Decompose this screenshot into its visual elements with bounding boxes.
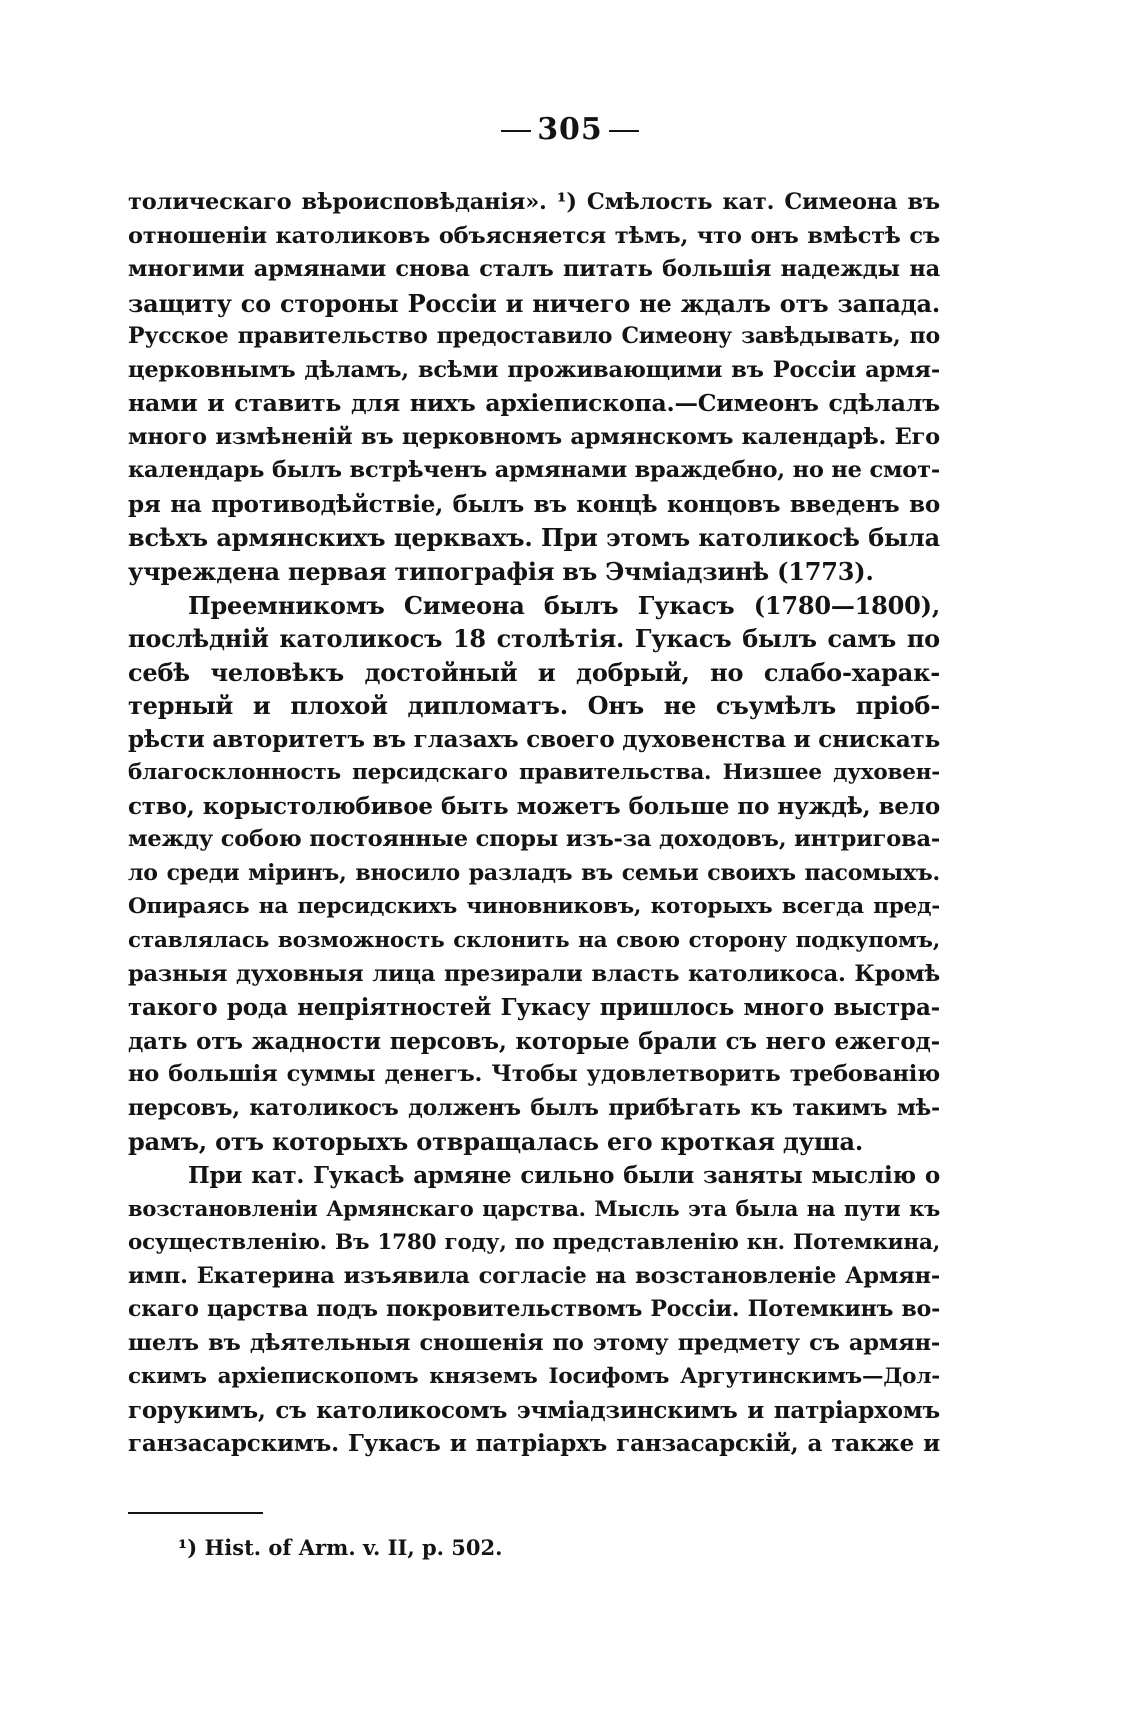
text-line: церковнымъ дѣламъ, всѣми проживающими въ Россіи армя- bbox=[128, 356, 940, 383]
text-line: осуществленію. Въ 1780 году, по представленію кн. Потемкина, bbox=[128, 1229, 940, 1255]
text-line: ря на противодѣйствіе, былъ въ концѣ концовъ введенъ во bbox=[128, 490, 940, 518]
text-line: послѣдній католикосъ 18 столѣтія. Гукасъ былъ самъ по bbox=[128, 624, 940, 654]
text-line: толическаго вѣроисповѣданія». ¹) Смѣлость кат. Симеона въ bbox=[128, 189, 940, 215]
text-line: скаго царства подъ покровительствомъ Россіи. Потемкинъ во- bbox=[128, 1296, 940, 1323]
text-line: разныя духовныя лица презирали власть католикоса. Кромѣ bbox=[128, 960, 940, 987]
text-line: ство, корыстолюбивое быть можетъ больше по нуждѣ, вело bbox=[128, 792, 940, 820]
text-line: возстановленіи Армянскаго царства. Мысль эта была на пути къ bbox=[128, 1196, 940, 1222]
text-line: календарь былъ встрѣченъ армянами враждебно, но не смот- bbox=[128, 457, 940, 484]
text-line: Русское правительство предоставило Симеону завѣдывать, по bbox=[128, 323, 940, 350]
text-line: благосклонность персидскаго правительства. Низшее духовен- bbox=[128, 760, 940, 786]
text-line: защиту со стороны Россіи и ничего не ждалъ отъ запада. bbox=[128, 288, 940, 318]
text-line: ганзасарскимъ. Гукасъ и патріархъ ганзасарскій, а также и bbox=[128, 1430, 940, 1458]
text-line: такого рода непріятностей Гукасу пришлось много выстра- bbox=[128, 994, 940, 1022]
text-line: учреждена первая типографія въ Эчміадзинѣ (1773). bbox=[128, 557, 874, 587]
footnote-divider bbox=[128, 1512, 263, 1514]
text-line: ставлялась возможность склонить на свою сторону подкупомъ, bbox=[128, 928, 940, 954]
page-header bbox=[0, 112, 1140, 147]
text-line: имп. Екатерина изъявила согласіе на возстановленіе Армян- bbox=[128, 1262, 940, 1289]
footnote: ¹) Hist. of Arm. v. II, p. 502. bbox=[178, 1535, 503, 1560]
text-line: скимъ архіепископомъ княземъ Іосифомъ Аргутинскимъ—Дол- bbox=[128, 1364, 940, 1390]
text-line: персовъ, католикосъ долженъ былъ прибѣгать къ такимъ мѣ- bbox=[128, 1094, 940, 1121]
header-dash-right bbox=[609, 130, 639, 132]
text-line: горукимъ, съ католикосомъ эчміадзинскимъ и патріархомъ bbox=[128, 1396, 940, 1424]
main-text bbox=[128, 186, 940, 1461]
text-line: но большія суммы денегъ. Чтобы удовлетворить требованію bbox=[128, 1061, 940, 1088]
text-line: Преемникомъ Симеона былъ Гукасъ (1780—1800), bbox=[188, 590, 940, 620]
text-line: При кат. Гукасѣ армяне сильно были заняты мыслію о bbox=[188, 1161, 940, 1189]
text-line: многими армянами снова сталъ питать большія надежды на bbox=[128, 256, 940, 283]
text-line: много измѣненій въ церковномъ армянскомъ календарѣ. Его bbox=[128, 423, 940, 450]
text-line: Опираясь на персидскихъ чиновниковъ, которыхъ всегда пред- bbox=[128, 894, 940, 920]
text-line: рамъ, отъ которыхъ отвращалась его кроткая душа. bbox=[128, 1127, 863, 1157]
text-line: нами и ставить для нихъ архіепископа.—Симеонъ сдѣлалъ bbox=[128, 389, 940, 418]
header-dash-left bbox=[501, 130, 531, 132]
page-number: 305 bbox=[537, 112, 603, 147]
text-line: себѣ человѣкъ достойный и добрый, но слабо-харак- bbox=[128, 657, 940, 687]
text-line: ло среди міринъ, вносило разладъ въ семьи своихъ пасомыхъ. bbox=[128, 859, 940, 886]
text-line: дать отъ жадности персовъ, которые брали съ него ежегод- bbox=[128, 1027, 940, 1055]
text-line: всѣхъ армянскихъ церквахъ. При этомъ католикосѣ была bbox=[128, 523, 940, 553]
text-line: шелъ въ дѣятельныя сношенія по этому предмету съ армян- bbox=[128, 1329, 940, 1356]
text-line: терный и плохой дипломатъ. Онъ не съумѣлъ пріоб- bbox=[128, 691, 940, 721]
text-line: между собою постоянные споры изъ-за доходовъ, интригова- bbox=[128, 826, 940, 853]
text-line: отношеніи католиковъ объясняется тѣмъ, что онъ вмѣстѣ съ bbox=[128, 222, 940, 249]
text-line: рѣсти авторитетъ въ глазахъ своего духовенства и снискать bbox=[128, 725, 940, 753]
